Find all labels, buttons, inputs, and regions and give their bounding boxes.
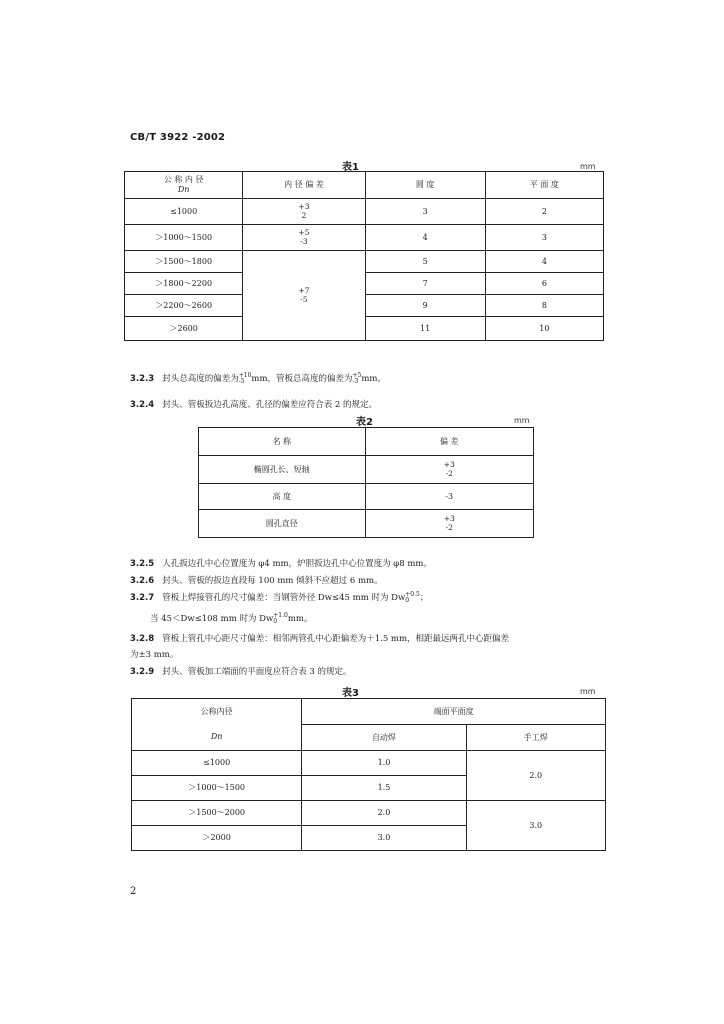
t3-dn: ＞1000～1500 [132, 776, 302, 801]
t3-dn: ＞1500～2000 [132, 801, 302, 826]
t2-name: 圆孔直径 [199, 510, 366, 538]
t1-roundness: 7 [365, 273, 485, 295]
para-text: 人孔扳边孔中心位置度为 φ4 mm，炉胆扳边孔中心位置度为 φ8 mm。 [162, 559, 432, 569]
para-number: 3.2.9 [130, 667, 155, 677]
t1-dev [243, 225, 365, 251]
para-number: 3.2.4 [130, 400, 155, 410]
t2-name: 高 度 [199, 484, 366, 510]
table3-title: 表3 [342, 688, 359, 699]
para-text: 管板上焊接管孔的尺寸偏差：当钢管外径 Dw≤45 mm 时为 Dw [162, 593, 406, 603]
para-number: 3.2.6 [130, 576, 155, 586]
t1-dev-bottom: 2 [301, 211, 307, 220]
t1-dev-top: +3 [298, 202, 310, 211]
t3-header-end-flatness: 端面平面度 [302, 699, 606, 725]
table-row [125, 251, 604, 273]
t1-header-flatness: 平 面 度 [485, 172, 603, 199]
t1-dn: ＞1800～2200 [125, 273, 243, 295]
table2-title: 表2 [356, 417, 373, 428]
t3-auto: 1.5 [302, 776, 466, 801]
para-3-2-8-line2 [130, 648, 178, 660]
t3-auto: 3.0 [302, 826, 466, 851]
table-row [199, 510, 534, 538]
t1-dev-merged [243, 251, 365, 341]
t2-dev-bottom: -2 [445, 523, 453, 532]
t1-header-dn: Dn [177, 185, 190, 194]
t3-auto: 1.0 [302, 751, 466, 776]
para-text: mm。 [287, 614, 313, 624]
para-text: 当 45＜Dw≤108 mm 时为 Dw [150, 614, 274, 624]
para-3-2-6 [130, 574, 383, 586]
t1-header-roundness: 圆 度 [365, 172, 485, 199]
t1-header-diameter-text: 公 称 内 径 [163, 175, 204, 184]
t3-header-manual: 手工焊 [466, 725, 605, 751]
para-text: mm，管板总高度的偏差为 [251, 374, 353, 384]
para-3-2-5 [130, 557, 432, 569]
para-text: 为±3 mm。 [130, 650, 179, 660]
t1-flatness: 3 [485, 225, 603, 251]
t1-flatness: 2 [485, 199, 603, 225]
t1-dn: ＞2200～2600 [125, 295, 243, 317]
t1-dev-top: +5 [298, 228, 310, 237]
table2-unit: mm [514, 416, 530, 425]
para-number: 3.2.7 [130, 593, 155, 603]
table3-unit: mm [580, 687, 596, 696]
t1-flatness: 4 [485, 251, 603, 273]
table1-unit: mm [580, 162, 596, 171]
frac-bottom: 0 [273, 617, 278, 625]
t1-roundness: 4 [365, 225, 485, 251]
table2 [198, 427, 534, 538]
para-number: 3.2.5 [130, 559, 155, 569]
para-text: 封头、管板扳边孔高度、孔径的偏差应符合表 2 的规定。 [162, 400, 378, 410]
para-3-2-8 [130, 632, 509, 644]
table-row [199, 456, 534, 484]
frac-top: +0.5 [405, 590, 420, 598]
t1-roundness: 9 [365, 295, 485, 317]
frac-top: +5 [352, 371, 362, 379]
t1-header-diameter [125, 172, 243, 199]
t3-dn: ＞2000 [132, 826, 302, 851]
table1-title: 表1 [342, 162, 359, 173]
para-number: 3.2.3 [130, 374, 155, 384]
t1-dev [243, 199, 365, 225]
para-3-2-4 [130, 398, 377, 410]
t3-manual: 2.0 [466, 751, 605, 801]
frac-bottom: -5 [238, 377, 245, 385]
t1-header-inner-dev: 内 径 偏 差 [243, 172, 365, 199]
para-number: 3.2.8 [130, 634, 155, 644]
para-text: mm。 [361, 374, 386, 384]
table-row [199, 484, 534, 510]
t1-dn: ＞2600 [125, 317, 243, 341]
para-3-2-7-line2 [150, 612, 312, 625]
t1-dn: ＞1500～1800 [125, 251, 243, 273]
t1-dev-merged-bottom: -5 [300, 295, 308, 304]
para-3-2-3 [130, 372, 386, 385]
frac-top: +1.0 [273, 611, 288, 619]
table1 [124, 171, 604, 341]
t3-dn: ≤1000 [132, 751, 302, 776]
t1-dn: ＞1000～1500 [125, 225, 243, 251]
page-number: 2 [130, 886, 137, 897]
table3 [131, 698, 606, 851]
table-row [125, 225, 604, 251]
table-row [125, 199, 604, 225]
t1-flatness: 6 [485, 273, 603, 295]
para-3-2-9 [130, 665, 352, 677]
t2-dev: -3 [365, 484, 534, 510]
t2-header-dev: 偏 差 [365, 428, 534, 456]
table-row [132, 751, 606, 776]
para-3-2-7 [130, 591, 428, 604]
para-text: ； [419, 593, 429, 603]
t1-roundness: 5 [365, 251, 485, 273]
t3-header-auto: 自动焊 [302, 725, 466, 751]
para-text: 封头、管板加工端面的平面度应符合表 3 的规定。 [162, 667, 352, 677]
t2-dev [365, 510, 534, 538]
t3-header-diameter: 公称内径 [132, 699, 302, 725]
t3-manual: 3.0 [466, 801, 605, 851]
para-text: 封头总高度的偏差为 [162, 374, 239, 384]
t2-dev-top: +3 [443, 460, 455, 469]
t1-dev-bottom: -3 [300, 237, 308, 246]
t2-dev-bottom: -2 [445, 469, 453, 478]
t1-dn: ≤1000 [125, 199, 243, 225]
t1-dev-merged-top: +7 [298, 286, 310, 295]
t2-name: 椭圆孔长、短轴 [199, 456, 366, 484]
t3-header-dn: Dn [132, 725, 302, 751]
t3-auto: 2.0 [302, 801, 466, 826]
t1-roundness: 11 [365, 317, 485, 341]
para-text: 管板上管孔中心距尺寸偏差：相邻两管孔中心距偏差为＋1.5 mm，相距最远两孔中心距偏差 [162, 634, 510, 644]
frac-bottom: -3 [352, 377, 359, 385]
t1-roundness: 3 [365, 199, 485, 225]
table-row [132, 801, 606, 826]
t2-dev-top: +3 [443, 514, 455, 523]
standard-code: CB/T 3922 -2002 [130, 132, 226, 143]
t1-flatness: 10 [485, 317, 603, 341]
para-text: 封头、管板的扳边直段每 100 mm 倾斜不应超过 6 mm。 [162, 576, 383, 586]
t1-flatness: 8 [485, 295, 603, 317]
t2-header-name: 名 称 [199, 428, 366, 456]
t2-dev [365, 456, 534, 484]
frac-top: +10 [238, 371, 252, 379]
frac-bottom: 0 [405, 596, 410, 604]
